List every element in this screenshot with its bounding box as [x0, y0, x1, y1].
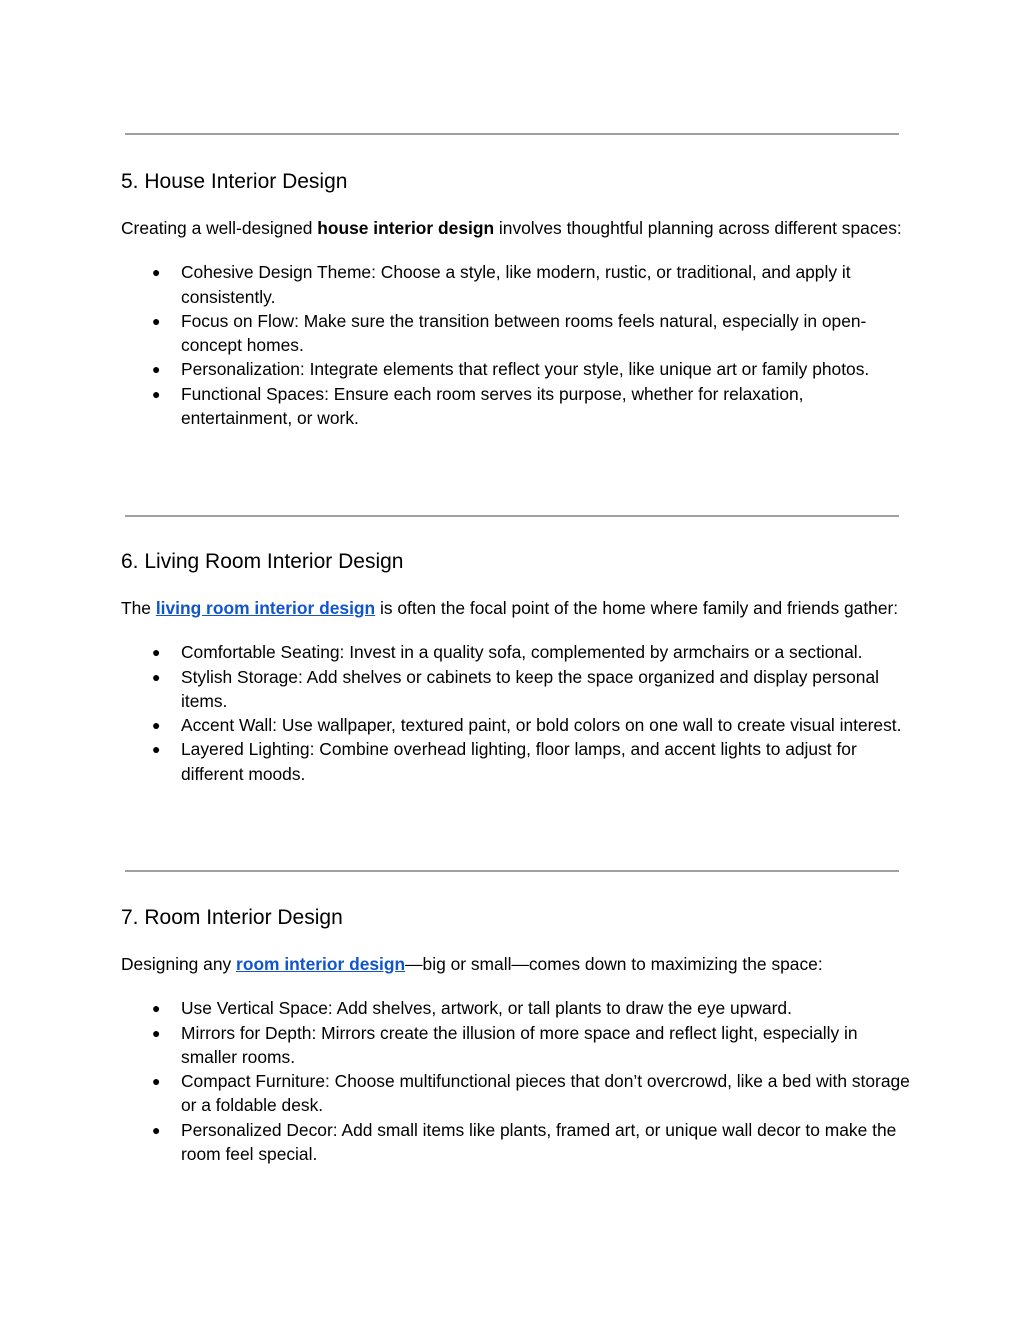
list-item [121, 996, 911, 1020]
intro-text: Creating a well-designed [121, 218, 318, 238]
intro-text: —big or small—comes down to maximizing the space: [405, 954, 823, 974]
intro-text: is often the focal point of the home where family and friends gather: [375, 598, 899, 618]
list-item [121, 357, 911, 381]
intro-emphasis: house interior design [317, 218, 495, 238]
bullet-icon: ● [152, 264, 161, 281]
bullet-list [121, 260, 911, 430]
list-item-text: Layered Lighting: Combine overhead lighting, floor lamps, and accent lights to adjust for different moods. [181, 739, 857, 784]
intro-text: Designing any [121, 954, 237, 974]
list-item-text: Functional Spaces: Ensure each room serves its purpose, whether for relaxation, entertainment, or work. [181, 383, 804, 429]
intro-text: involves thoughtful planning across different spaces: [494, 218, 902, 238]
list-item [121, 640, 911, 664]
intro-text: The [121, 598, 156, 618]
list-item-text: Compact Furniture: Choose multifunctional pieces that don’t overcrowd, like a bed with storage or a foldable desk. [181, 1071, 910, 1116]
list-item [121, 737, 911, 786]
bullet-icon: ● [152, 361, 161, 378]
horizontal-rule [125, 133, 899, 135]
list-item-text: Personalized Decor: Add small items like plants, framed art, or unique wall decor to make the room feel special. [181, 1119, 897, 1165]
bullet-icon: ● [152, 741, 161, 758]
horizontal-rule [125, 515, 899, 517]
list-item-text: Use Vertical Space: Add shelves, artwork, or tall plants to draw the eye upward. [181, 998, 792, 1019]
section-intro [121, 216, 911, 240]
section-intro [121, 596, 911, 620]
section-heading: 6. Living Room Interior Design [121, 550, 404, 573]
bullet-icon: ● [152, 1024, 161, 1041]
list-item [121, 1069, 911, 1118]
bullet-icon: ● [152, 1121, 161, 1138]
bullet-icon: ● [152, 385, 161, 402]
list-item-text: Personalization: Integrate elements that reflect your style, like unique art or family photos. [181, 359, 870, 380]
bullet-list [121, 640, 911, 786]
bullet-icon: ● [152, 717, 161, 734]
bullet-list [121, 996, 911, 1166]
section-heading: 7. Room Interior Design [121, 906, 343, 929]
bullet-icon: ● [152, 644, 161, 661]
list-item-text: Accent Wall: Use wallpaper, textured paint, or bold colors on one wall to create visual interest. [181, 715, 902, 736]
bullet-icon: ● [152, 312, 161, 329]
bullet-icon: ● [152, 1000, 161, 1017]
list-item [121, 1118, 911, 1167]
list-item [121, 309, 911, 358]
list-item-text: Mirrors for Depth: Mirrors create the illusion of more space and reflect light, especially in smaller rooms. [181, 1022, 858, 1067]
section-intro [121, 952, 911, 976]
section-room-interior-design [121, 905, 911, 1166]
list-item [121, 382, 911, 431]
bullet-icon: ● [152, 668, 161, 685]
living-room-interior-design-link[interactable]: living room interior design [155, 598, 376, 618]
bullet-icon: ● [152, 1073, 161, 1090]
section-house-interior-design [121, 169, 911, 430]
list-item [121, 713, 911, 737]
list-item-text: Cohesive Design Theme: Choose a style, like modern, rustic, or traditional, and apply it consistently. [181, 262, 851, 307]
list-item-text: Comfortable Seating: Invest in a quality sofa, complemented by armchairs or a sectional. [181, 642, 863, 663]
section-heading: 5. House Interior Design [121, 170, 348, 193]
list-item-text: Focus on Flow: Make sure the transition between rooms feels natural, especially in open-concept homes. [181, 310, 867, 356]
list-item [121, 665, 911, 714]
list-item [121, 260, 911, 309]
room-interior-design-link[interactable]: room interior design [236, 954, 406, 974]
list-item [121, 1021, 911, 1070]
horizontal-rule [125, 870, 899, 872]
section-living-room-interior-design [121, 549, 911, 786]
list-item-text: Stylish Storage: Add shelves or cabinets to keep the space organized and display personal items. [181, 666, 879, 711]
